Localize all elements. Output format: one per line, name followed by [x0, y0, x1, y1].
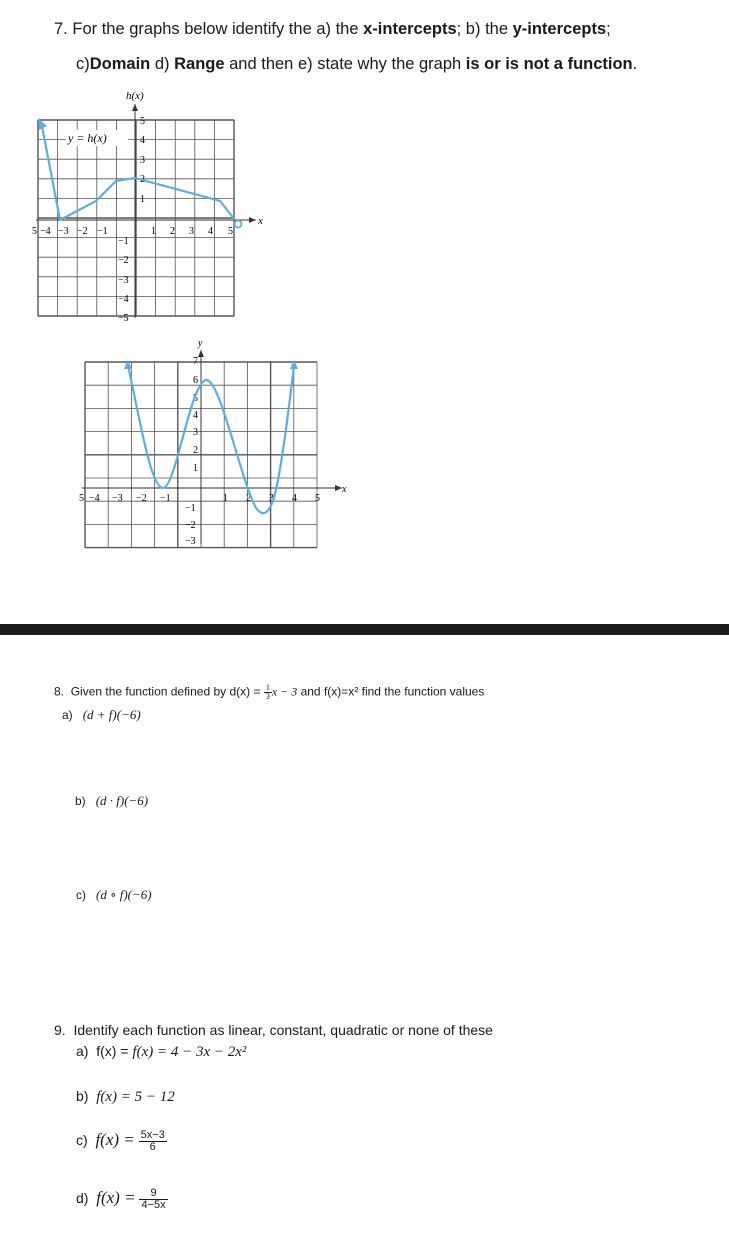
- tick-label: −3: [58, 226, 69, 237]
- tick-label: 4: [292, 493, 297, 504]
- q9-item-label: c): [76, 1132, 88, 1149]
- q8-prompt: [54, 684, 484, 701]
- q8-number: 8.: [54, 684, 65, 699]
- tick-label: −3: [112, 493, 123, 504]
- tick-label: 2: [193, 445, 198, 456]
- fraction-numerator: 5x−3: [140, 1129, 165, 1141]
- q9-item-label: d): [76, 1190, 89, 1207]
- tick-label: 3: [269, 493, 274, 504]
- q7-x-intercepts: x-intercepts: [363, 20, 457, 38]
- tick-label: −2: [77, 226, 88, 237]
- q9-text: Identify each function as linear, constant, quadratic or none of these: [73, 1022, 493, 1038]
- tick-label: 6: [193, 375, 198, 386]
- tick-label: 5: [32, 226, 37, 237]
- q9-item-expression: f(x) =: [95, 1130, 135, 1150]
- q8-item-expression: (d · f)(−6): [95, 793, 149, 808]
- q9-item-expression: f(x) = 5 − 12: [96, 1089, 175, 1105]
- graph-2-x-label: x: [342, 484, 347, 495]
- tick-label: 1: [193, 463, 198, 474]
- q7-number: 7.: [54, 20, 68, 38]
- q9-item-label: a): [76, 1043, 89, 1059]
- graph-h-x-label: x: [258, 215, 263, 227]
- q7-domain: Domain: [89, 55, 151, 73]
- q8-item-a: [62, 707, 141, 723]
- q8-item-label: a): [62, 708, 73, 722]
- graph-h-y-arrow-icon: [132, 104, 138, 111]
- tick-label: −3: [185, 536, 196, 547]
- q8-expression: x − 3: [271, 684, 298, 699]
- graph-2-x-arrow-icon: [335, 485, 342, 491]
- q9-item-c: [76, 1130, 167, 1153]
- q9-item-d: [76, 1188, 168, 1211]
- tick-label: 1: [140, 194, 145, 205]
- graph-h-title: h(x): [126, 90, 144, 102]
- q8-text: and f(x)=x² find the function values: [297, 684, 485, 699]
- tick-label: 5: [315, 493, 320, 504]
- q9-item-expression: f(x) = 4 − 3x − 2x²: [132, 1044, 247, 1060]
- q9-c-fraction: [139, 1130, 167, 1153]
- q7-text: d): [150, 55, 175, 73]
- tick-label: −1: [185, 503, 196, 514]
- q9-number: 9.: [54, 1022, 66, 1038]
- q7-is-or-is-not: is or is not a function: [465, 55, 633, 73]
- tick-label: −4: [40, 226, 51, 237]
- tick-label: −2: [185, 520, 196, 531]
- q8-item-label: b): [75, 794, 86, 808]
- q7-text: .: [632, 55, 638, 73]
- tick-label: −2: [118, 255, 129, 266]
- q9-item-expression: f(x) =: [96, 1188, 136, 1208]
- q7-line-2: [76, 55, 637, 74]
- tick-label: −3: [118, 275, 129, 286]
- graph-2-y-arrow-icon: [198, 350, 204, 357]
- tick-label: 2: [170, 226, 175, 237]
- tick-label: 2: [246, 493, 251, 504]
- fraction-denominator: 3: [265, 692, 270, 701]
- tick-label: −2: [136, 493, 147, 504]
- tick-label: 3: [189, 226, 194, 237]
- tick-label: −1: [118, 236, 129, 247]
- tick-label: −1: [160, 493, 171, 504]
- q8-item-expression: (d ∘ f)(−6): [96, 887, 152, 902]
- tick-label: 5: [79, 493, 84, 504]
- q7-line-1: [54, 20, 611, 39]
- q9-d-fraction: [139, 1188, 167, 1211]
- graph-h-grid: [38, 120, 234, 316]
- q8-item-c: [76, 887, 152, 903]
- fraction-denominator: 6: [149, 1141, 156, 1153]
- graph-2: [80, 338, 350, 550]
- q8-item-expression: (d + f)(−6): [82, 707, 141, 722]
- tick-label: 4: [140, 135, 145, 146]
- section-divider: [0, 624, 729, 635]
- tick-label: 5: [140, 116, 145, 127]
- q7-range: Range: [174, 55, 225, 73]
- q8-item-label: c): [76, 888, 86, 902]
- fraction-numerator: 1: [265, 683, 270, 692]
- tick-label: 3: [193, 427, 198, 438]
- q9-item-b: [76, 1088, 175, 1106]
- tick-label: −4: [89, 493, 100, 504]
- q8-fraction: [264, 684, 272, 701]
- tick-label: −4: [118, 294, 129, 305]
- q9-item-a: [76, 1043, 246, 1061]
- tick-label: 7: [193, 356, 198, 367]
- fraction-denominator: 4−5x: [141, 1199, 166, 1211]
- q9-item-label: b): [76, 1088, 89, 1104]
- q9-prompt: [54, 1022, 493, 1038]
- tick-label: −5: [118, 313, 129, 324]
- graph-h: [30, 86, 270, 326]
- q7-text: ; b) the: [456, 20, 513, 38]
- q8-item-b: [75, 793, 148, 809]
- tick-label: 3: [140, 155, 145, 166]
- tick-label: 1: [151, 226, 156, 237]
- tick-label: 2: [140, 174, 145, 185]
- q7-y-intercepts: y-intercepts: [512, 20, 607, 38]
- q7-text: and then e) state why the graph: [224, 55, 466, 73]
- q7-text: c): [76, 55, 90, 73]
- graph-2-y-label: y: [198, 338, 203, 349]
- q9-item-text: f(x) =: [96, 1043, 133, 1059]
- q7-text: For the graphs below identify the a) the: [72, 20, 364, 38]
- graph-2-curve: [128, 366, 294, 513]
- tick-label: −1: [97, 226, 108, 237]
- tick-label: 1: [223, 493, 228, 504]
- graph-h-curve-label: y = h(x): [68, 131, 107, 145]
- tick-label: 4: [193, 410, 198, 421]
- tick-label: 4: [208, 226, 213, 237]
- q7-text: ;: [606, 20, 611, 38]
- fraction-numerator: 9: [139, 1188, 167, 1200]
- graph-h-open-endpoint: [235, 221, 242, 228]
- tick-label: 5: [228, 226, 233, 237]
- q8-text: Given the function defined by d(x) =: [70, 684, 264, 699]
- tick-label: 5: [193, 393, 198, 404]
- graph-h-x-arrow-icon: [249, 217, 256, 223]
